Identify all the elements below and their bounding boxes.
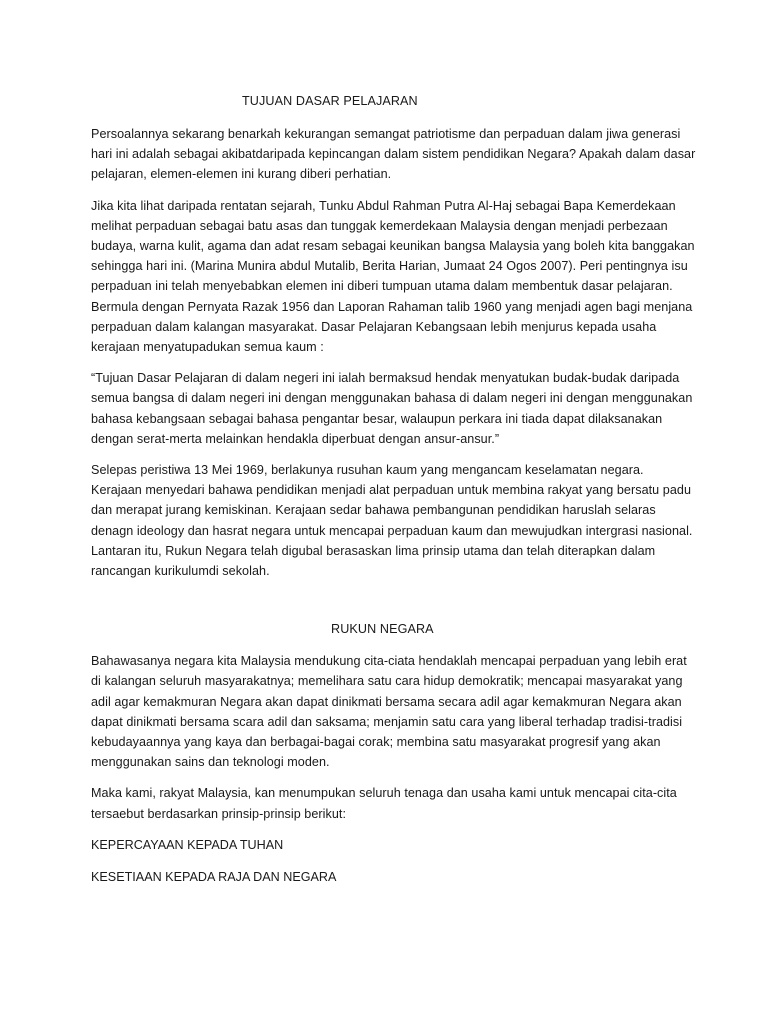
section-title: RUKUN NEGARA: [331, 622, 434, 637]
paragraph-4: Selepas peristiwa 13 Mei 1969, berlakunya rusuhan kaum yang mengancam keselamatan negara. Kerajaan menyedari bahawa pendidikan menjadi alat perpaduan untuk membina rakyat yang bersatu padu dan merapat jurang kemiskinan. Kerajaan sedar bahawa pembangunan pendidikan haruslah selaras denagn ideology dan hasrat negara untuk mencapai perpaduan kaum dan mewujudkan intergrasi nasional. Lantaran itu, Rukun Negara telah digubal berasaskan lima prinsip utama dan telah diterapkan dalam rancangan kurikulumdi sekolah.: [91, 463, 693, 579]
page-title: TUJUAN DASAR PELAJARAN: [242, 94, 418, 108]
principle-1: KEPERCAYAAN KEPADA TUHAN: [91, 837, 284, 852]
quote-paragraph: “Tujuan Dasar Pelajaran di dalam negeri ini ialah bermaksud hendak menyatukan budak-budak daripada semua bangsa di dalam negeri ini dengan menggunakan bahasa di dalam negeri ini dengan menggunakan bahasa kebangsaan sebagai bahasa pengantar besar, walaupun perkara ini tiada dapat dilaksanakan dengan serat-merta melainkan hendakla diperbuat dengan ansur-ansur.”: [91, 371, 693, 446]
paragraph-2: Jika kita lihat daripada rentatan sejarah, Tunku Abdul Rahman Putra Al-Haj sebagai Bapa Kemerdekaan melihat perpaduan sebagai batu asas dan tunggak kemerdekaan Malaysia dengan menjadi perbezaan budaya, warna kulit, agama dan adat resam sebagai keunikan bangsa Malaysia yang boleh kita banggakan sehingga hari ini. (Marina Munira abdul Mutalib, Berita Harian, Jumaat 24 Ogos 2007). Peri pentingnya isu perpaduan ini telah menyebabkan elemen ini diberi tumpuan utama dalam membentuk dasar pelajaran. Bermula dengan Pernyata Razak 1956 dan Laporan Rahaman talib 1960 yang menjadi agen bagi menjana perpaduan dalam kalangan masyarakat. Dasar Pelajaran Kebangsaan lebih menjurus kepada usaha kerajaan menyatupadukan semua kaum :: [91, 198, 695, 355]
paragraph-1: Persoalannya sekarang benarkah kekurangan semangat patriotisme dan perpaduan dalam jiwa generasi hari ini adalah sebagai akibatdaripada kepincangan dalam sistem pendidikan Negara? Apakah dalam dasar pelajaran, elemen-elemen ini kurang diberi perhatian.: [91, 127, 696, 182]
section-paragraph-1: Bahawasanya negara kita Malaysia mendukung cita-ciata hendaklah mencapai perpaduan yang lebih erat di kalangan seluruh masyarakatnya; memelihara satu cara hidup demokratik; mencapai masyarakat yang adil agar kemakmuran Negara akan dapat dinikmati bersama secara adil agar kemakmuran Negara akan dapat dinikmati bersama scara adil dan saksama; menjamin satu cara yang liberal terhadap tradisi-tradisi kebudayaannya yang kaya dan berbagai-bagai corak; membina satu masyarakat progresif yang akan menggunakan sains dan teknologi moden.: [91, 654, 687, 770]
principle-2: KESETIAAN KEPADA RAJA DAN NEGARA: [91, 869, 337, 884]
section-paragraph-2: Maka kami, rakyat Malaysia, kan menumpukan seluruh tenaga dan usaha kami untuk mencapai cita-cita tersaebut berdasarkan prinsip-prinsip berikut:: [91, 786, 677, 821]
